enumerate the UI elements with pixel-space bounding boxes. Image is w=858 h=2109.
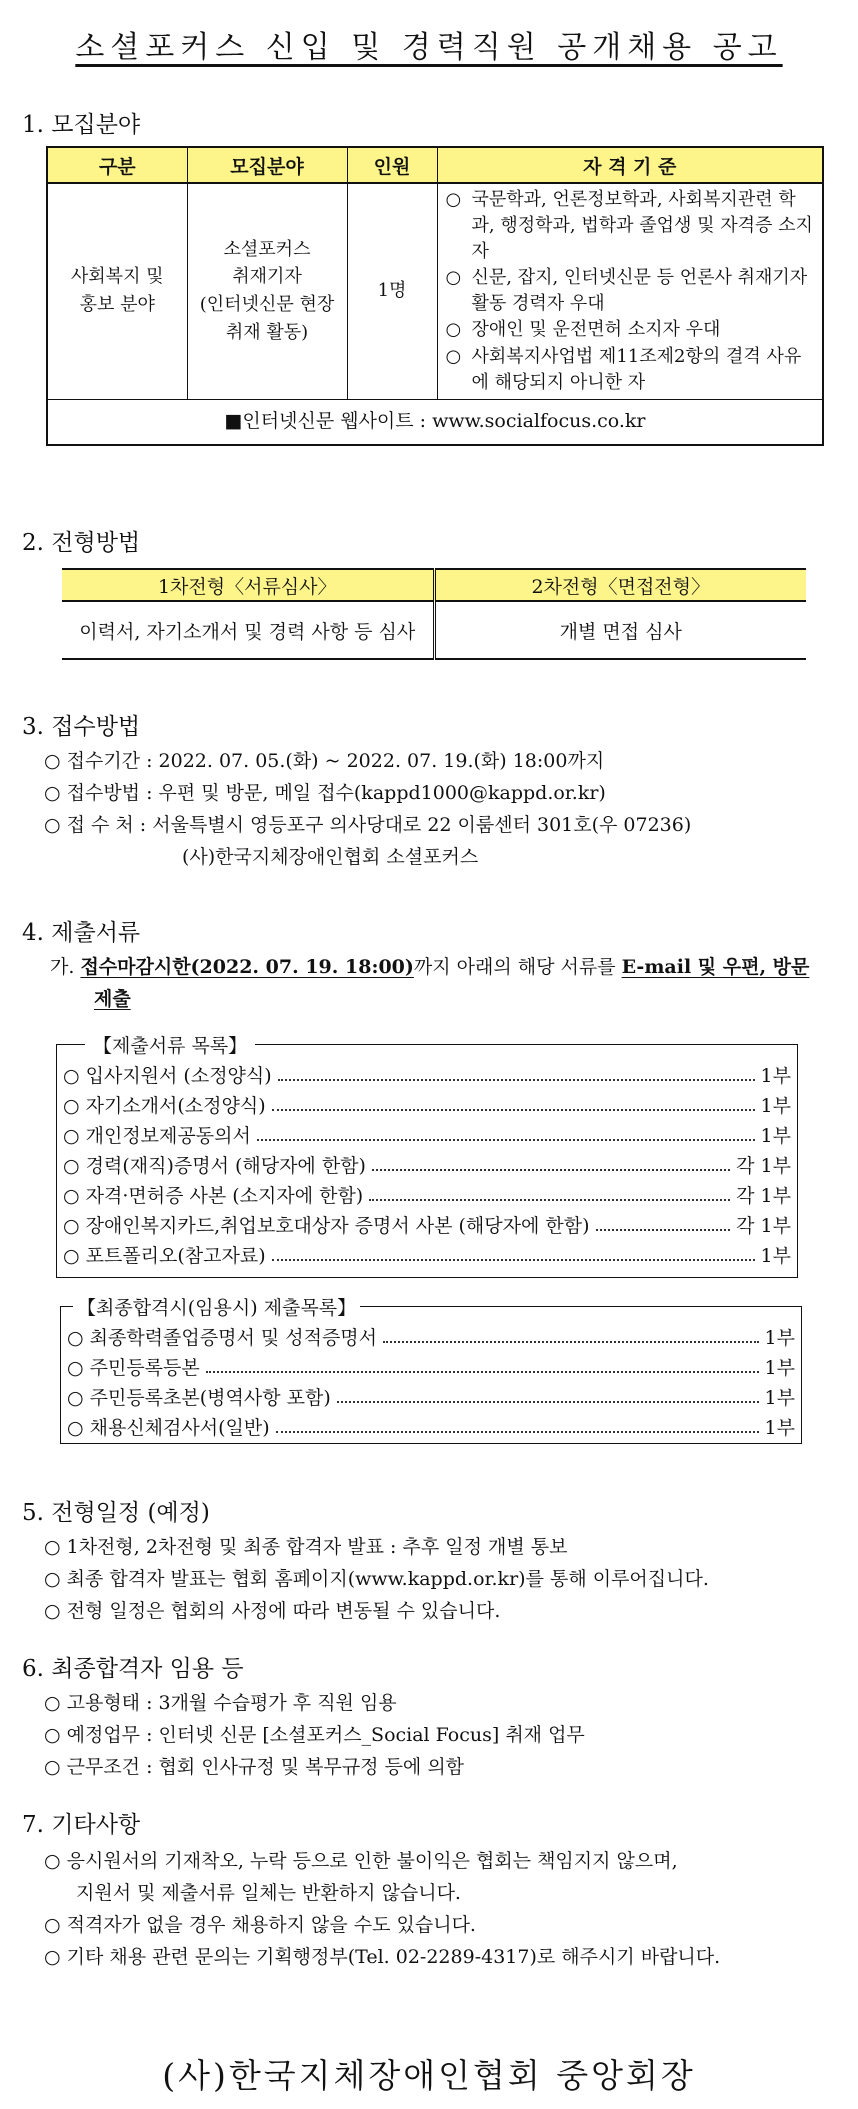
recruitment-table [46,146,824,446]
list-item: ○ 채용신체검사서(일반) 1부 [67,1416,795,1439]
list-item: ○ 응시원서의 기재착오, 누락 등으로 인한 불이익은 협회는 책임지지 않으며, [44,1850,678,1872]
list-item: ○ 사회복지사업법 제11조제2항의 결격 사유에 해당되지 아니한 자 [446,344,817,396]
document-list-box [56,1035,798,1278]
deadline-text: 접수마감시한(2022. 07. 19. 18:00) [80,956,414,978]
list-item: ○ 자기소개서(소정양식) 1부 [63,1094,791,1117]
list-item: ○ 주민등록초본(병역사항 포함) 1부 [67,1386,795,1409]
list-item: ○ 자격·면허증 사본 (소지자에 한함) 각 1부 [63,1184,791,1207]
submission-period: ○ 접수기간 : 2022. 07. 05.(화) ~ 2022. 07. 19.(화) 18:00까지 [44,750,605,772]
list-item: ○ 개인정보제공동의서 1부 [63,1124,791,1147]
method-text: E-mail 및 우편, 방문 [621,956,810,978]
qualifications-cell [437,183,823,399]
stage2-header: 2차전형〈면접전형〉 [434,569,806,601]
section-heading-screening: 2. 전형방법 [22,530,141,556]
header-field: 모집분야 [187,147,347,183]
circle-marker-icon: ○ [445,267,462,289]
list-item: ○ 최종 합격자 발표는 협회 홈페이지(www.kappd.or.kr)를 통해 이루어집니다. [44,1568,709,1590]
final-document-title: 【최종합격시(임용시) 제출목록】 [73,1293,360,1320]
list-item: ○ 입사지원서 (소정양식) 1부 [63,1064,791,1087]
list-item: ○ 장애인 및 운전면허 소지자 우대 [446,317,817,343]
page-title: 소셜포커스 신입 및 경력직원 공개채용 공고 [75,30,783,65]
list-item: 지원서 및 제출서류 일체는 반환하지 않습니다. [76,1882,461,1904]
list-item: ○ 주민등록등본 1부 [67,1356,795,1379]
section-heading-etc: 7. 기타사항 [22,1812,141,1838]
submission-place: ○ 접 수 처 : 서울특별시 영등포구 의사당대로 22 이룸센터 301호(우 07236) [44,814,692,836]
submission-method: ○ 접수방법 : 우편 및 방문, 메일 접수(kappd1000@kappd.or.kr) [44,782,606,804]
table-row [47,183,823,399]
list-item: ○ 기타 채용 관련 문의는 기획행정부(Tel. 02-2289-4317)로 해주시기 바랍니다. [44,1946,721,1968]
circle-marker-icon: ○ [445,319,462,341]
documents-intro: 가. 접수마감시한(2022. 07. 19. 18:00)까지 아래의 해당 서류를 E-mail 및 우편, 방문 [50,956,810,978]
field-line: 취재기자 [232,266,302,288]
stage2-description: 개별 면접 심사 [434,601,806,659]
section-heading-documents: 4. 제출서류 [22,920,141,946]
category-line: 홍보 분야 [79,294,155,316]
field-cell [187,183,347,399]
list-item: ○ 적격자가 없을 경우 채용하지 않을 수도 있습니다. [44,1914,476,1936]
section-heading-appointment: 6. 최종합격자 임용 등 [22,1656,244,1682]
field-line: 소셜포커스 [223,238,311,260]
list-item: ○ 신문, 잡지, 인터넷신문 등 언론사 취재기자 활동 경력자 우대 [446,265,817,317]
stage1-header: 1차전형〈서류심사〉 [62,569,434,601]
screening-table [62,568,806,660]
organization-signature: (사)한국지체장애인협회 중앙회장 [162,2056,696,2095]
list-item: ○ 국문학과, 언론정보학과, 사회복지관련 학과, 행정학과, 법학과 졸업생 및 자격증 소지자 [446,187,817,265]
submission-place-org: (사)한국지체장애인협회 소셜포커스 [182,846,479,868]
list-item: ○ 고용형태 : 3개월 수습평가 후 직원 임용 [44,1692,397,1714]
field-line: 취재 활동) [225,322,309,344]
list-item: ○ 장애인복지카드,취업보호대상자 증명서 사본 (해당자에 한함) 각 1부 [63,1214,791,1237]
stage1-description: 이력서, 자기소개서 및 경력 사항 등 심사 [62,601,434,659]
circle-marker-icon: ○ [445,189,462,210]
list-item: ○ 전형 일정은 협회의 사정에 따라 변동될 수 있습니다. [44,1600,501,1622]
section-heading-schedule: 5. 전형일정 (예정) [22,1500,210,1526]
final-document-box [60,1297,802,1444]
circle-marker-icon: ○ [445,345,462,367]
field-line: (인터넷신문 현장 [199,294,335,316]
list-item: ○ 포트폴리오(참고자료) 1부 [63,1244,791,1267]
category-line: 사회복지 및 [70,266,164,288]
section-heading-submission: 3. 접수방법 [22,714,141,740]
header-count: 인원 [347,147,437,183]
category-cell [47,183,187,399]
list-item: ○ 경력(재직)증명서 (해당자에 한함) 각 1부 [63,1154,791,1177]
count-cell: 1명 [347,183,437,399]
submit-text: 제출 [94,988,131,1010]
list-item: ○ 최종학력졸업증명서 및 성적증명서 1부 [67,1326,795,1349]
header-qualifications: 자 격 기 준 [437,147,823,183]
website-footer: ■인터넷신문 웹사이트 : www.socialfocus.co.kr [47,399,823,445]
list-item: ○ 예정업무 : 인터넷 신문 [소셜포커스_Social Focus] 취재 업무 [44,1724,585,1746]
section-heading-recruitment: 1. 모집분야 [22,112,141,138]
list-item: ○ 근무조건 : 협회 인사규정 및 복무규정 등에 의함 [44,1756,465,1778]
list-item: ○ 1차전형, 2차전형 및 최종 합격자 발표 : 추후 일정 개별 통보 [44,1536,568,1558]
document-list-title: 【제출서류 목록】 [85,1031,255,1058]
header-category: 구분 [47,147,187,183]
